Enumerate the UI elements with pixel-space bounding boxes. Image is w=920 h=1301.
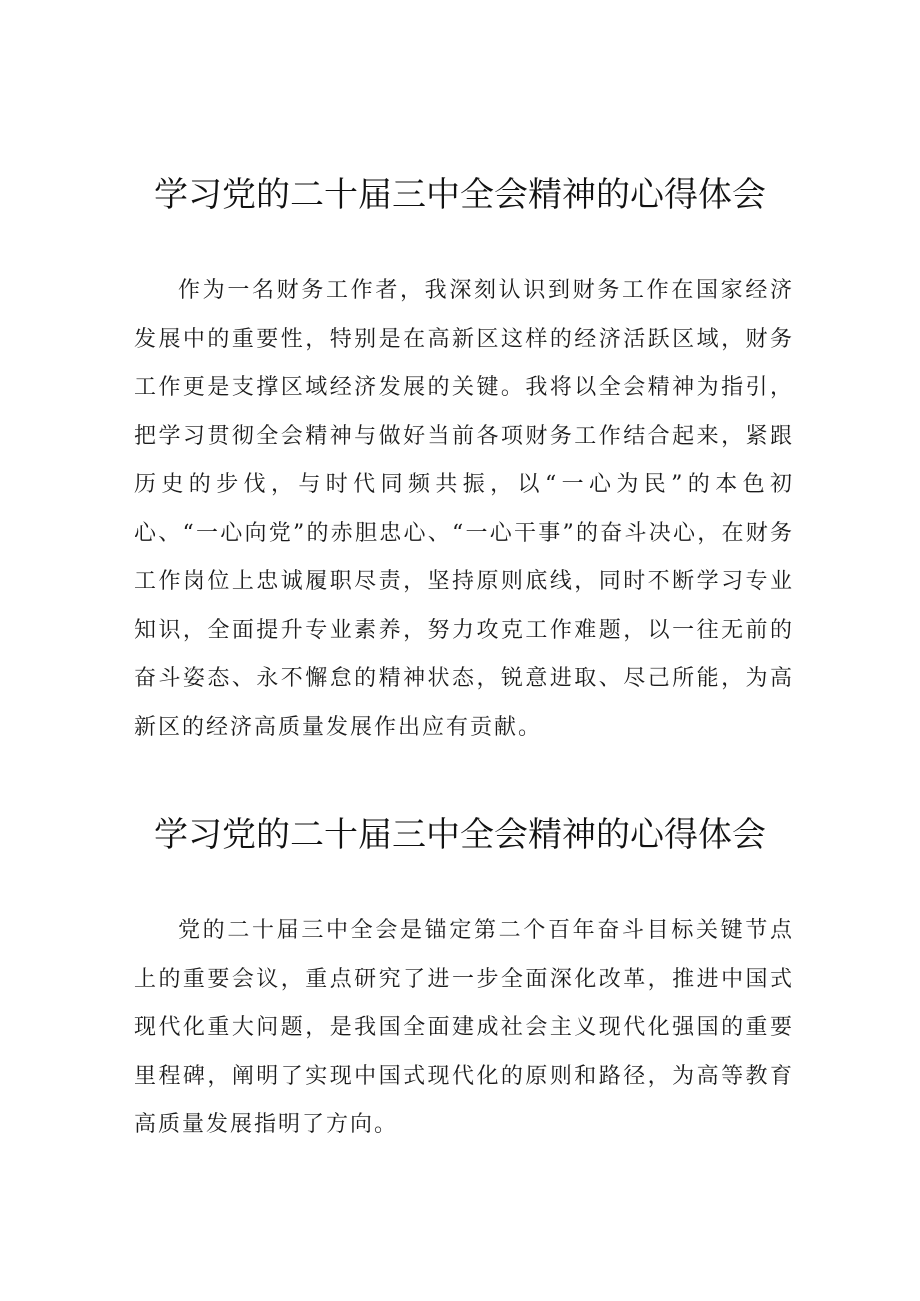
article-section-2 (0, 812, 920, 1137)
article-title-2: 学习党的二十届三中全会精神的心得体会 (154, 815, 766, 855)
article-paragraph-2: 党的二十届三中全会是锚定第二个百年奋斗目标关键节点上的重要会议，重点研究了进一步全面深化改革，推进中国式现代化重大问题，是我国全面建成社会主义现代化强国的重要里程碑，阐明了实现中国式现代化的原则和路径，为高等教育高质量发展指明了方向。 (134, 918, 794, 1137)
article-paragraph-1: 作为一名财务工作者，我深刻认识到财务工作在国家经济发展中的重要性，特别是在高新区这样的经济活跃区域，财务工作更是支撑区域经济发展的关键。我将以全会精神为指引，把学习贯彻全会精神与做好当前各项财务工作结合起来，紧跟历史的步伐，与时代同频共振，以“一心为民”的本色初心、“一心向党”的赤胆忠心、“一心干事”的奋斗决心，在财务工作岗位上忠诚履职尽责，坚持原则底线，同时不断学习专业知识，全面提升专业素养，努力攻克工作难题，以一往无前的奋斗姿态、永不懈怠的精神状态，锐意进取、尽己所能，为高新区的经济高质量发展作出应有贡献。 (134, 278, 794, 740)
article-section-1 (0, 172, 920, 740)
article-title-1: 学习党的二十届三中全会精神的心得体会 (154, 175, 766, 215)
